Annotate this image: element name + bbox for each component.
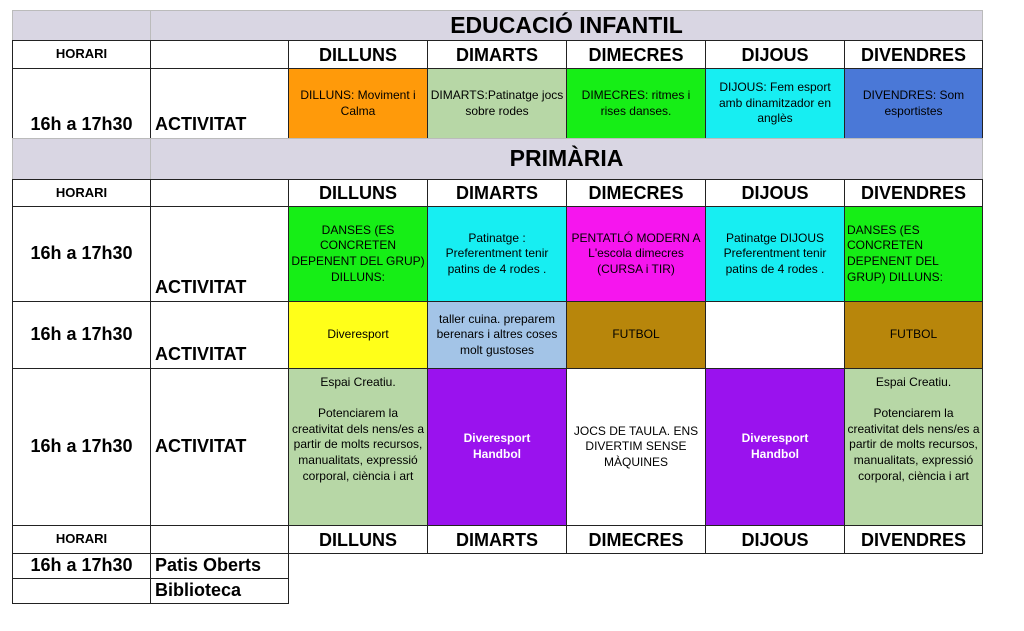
- infantil-band-left: [12, 10, 151, 41]
- footer-empty-header: [150, 525, 289, 554]
- infantil-horari: HORARI: [12, 40, 151, 69]
- primaria-row3-divendres: Espai Creatiu. Potenciarem la creativitat dels nens/es a partir de molts recursos, manualitats, expressió corporal, ciència i art: [844, 368, 983, 526]
- primaria-row2-time: 16h a 17h30: [12, 301, 151, 369]
- primaria-row1-dimarts: Patinatge : Preferentment tenir patins de 4 rodes .: [427, 206, 567, 302]
- primaria-day-divendres: DIVENDRES: [844, 179, 983, 207]
- primaria-row3-dimecres: JOCS DE TAULA. ENS DIVERTIM SENSE MÀQUINES: [566, 368, 706, 526]
- footer-day-dijous: DIJOUS: [705, 525, 845, 554]
- primaria-row2-divendres: FUTBOL: [844, 301, 983, 369]
- primaria-title: PRIMÀRIA: [150, 138, 983, 180]
- footer-day-dimarts: DIMARTS: [427, 525, 567, 554]
- infantil-cell-dijous: DIJOUS: Fem esport amb dinamitzador en anglès: [705, 68, 845, 139]
- infantil-day-dimecres: DIMECRES: [566, 40, 706, 69]
- footer-day-divendres: DIVENDRES: [844, 525, 983, 554]
- primaria-row3-time: 16h a 17h30: [12, 368, 151, 526]
- infantil-cell-dimarts: DIMARTS:Patinatge jocs sobre rodes: [427, 68, 567, 139]
- primaria-day-dimecres: DIMECRES: [566, 179, 706, 207]
- primaria-row3-dilluns: Espai Creatiu. Potenciarem la creativitat dels nens/es a partir de molts recursos, manualitats, expressió corporal, ciència i art: [288, 368, 428, 526]
- footer-day-dilluns: DILLUNS: [288, 525, 428, 554]
- infantil-cell-dimecres: DIMECRES: ritmes i rises danses.: [566, 68, 706, 139]
- primaria-empty-header: [150, 179, 289, 207]
- primaria-row1-dijous: Patinatge DIJOUS Preferentment tenir patins de 4 rodes .: [705, 206, 845, 302]
- primaria-band-left: [12, 138, 151, 180]
- infantil-day-dilluns: DILLUNS: [288, 40, 428, 69]
- footer-empty-time: [12, 578, 151, 604]
- primaria-row3-dijous: Diveresport Handbol: [705, 368, 845, 526]
- infantil-day-dijous: DIJOUS: [705, 40, 845, 69]
- footer-day-dimecres: DIMECRES: [566, 525, 706, 554]
- footer-time: 16h a 17h30: [12, 553, 151, 579]
- footer-horari: HORARI: [12, 525, 151, 554]
- infantil-day-dimarts: DIMARTS: [427, 40, 567, 69]
- primaria-row1-dimecres: PENTATLÓ MODERN A L'escola dimecres (CURSA i TIR): [566, 206, 706, 302]
- primaria-row1-activitat: ACTIVITAT: [150, 206, 289, 302]
- primaria-day-dimarts: DIMARTS: [427, 179, 567, 207]
- infantil-empty-header: [150, 40, 289, 69]
- primaria-day-dijous: DIJOUS: [705, 179, 845, 207]
- footer-biblioteca: Biblioteca: [150, 578, 289, 604]
- infantil-cell-divendres: DIVENDRES: Som esportistes: [844, 68, 983, 139]
- primaria-row1-time: 16h a 17h30: [12, 206, 151, 302]
- primaria-row3-activitat: ACTIVITAT: [150, 368, 289, 526]
- primaria-day-dilluns: DILLUNS: [288, 179, 428, 207]
- footer-patis-oberts: Patis Oberts: [150, 553, 289, 579]
- primaria-row2-dimarts: taller cuina. preparem berenars i altres coses molt gustoses: [427, 301, 567, 369]
- primaria-horari: HORARI: [12, 179, 151, 207]
- infantil-cell-dilluns: DILLUNS: Moviment i Calma: [288, 68, 428, 139]
- infantil-activitat: ACTIVITAT: [150, 68, 289, 139]
- infantil-time: 16h a 17h30: [12, 68, 151, 139]
- primaria-row3-dimarts: Diveresport Handbol: [427, 368, 567, 526]
- primaria-row2-dimecres: FUTBOL: [566, 301, 706, 369]
- primaria-row2-dijous: [705, 301, 845, 369]
- primaria-row1-dilluns: DANSES (ES CONCRETEN DEPENENT DEL GRUP) DILLUNS:: [288, 206, 428, 302]
- primaria-row2-activitat: ACTIVITAT: [150, 301, 289, 369]
- infantil-title: EDUCACIÓ INFANTIL: [150, 10, 983, 41]
- infantil-day-divendres: DIVENDRES: [844, 40, 983, 69]
- primaria-row1-divendres: DANSES (ES CONCRETEN DEPENENT DEL GRUP) DILLUNS:: [844, 206, 983, 302]
- primaria-row2-dilluns: Diveresport: [288, 301, 428, 369]
